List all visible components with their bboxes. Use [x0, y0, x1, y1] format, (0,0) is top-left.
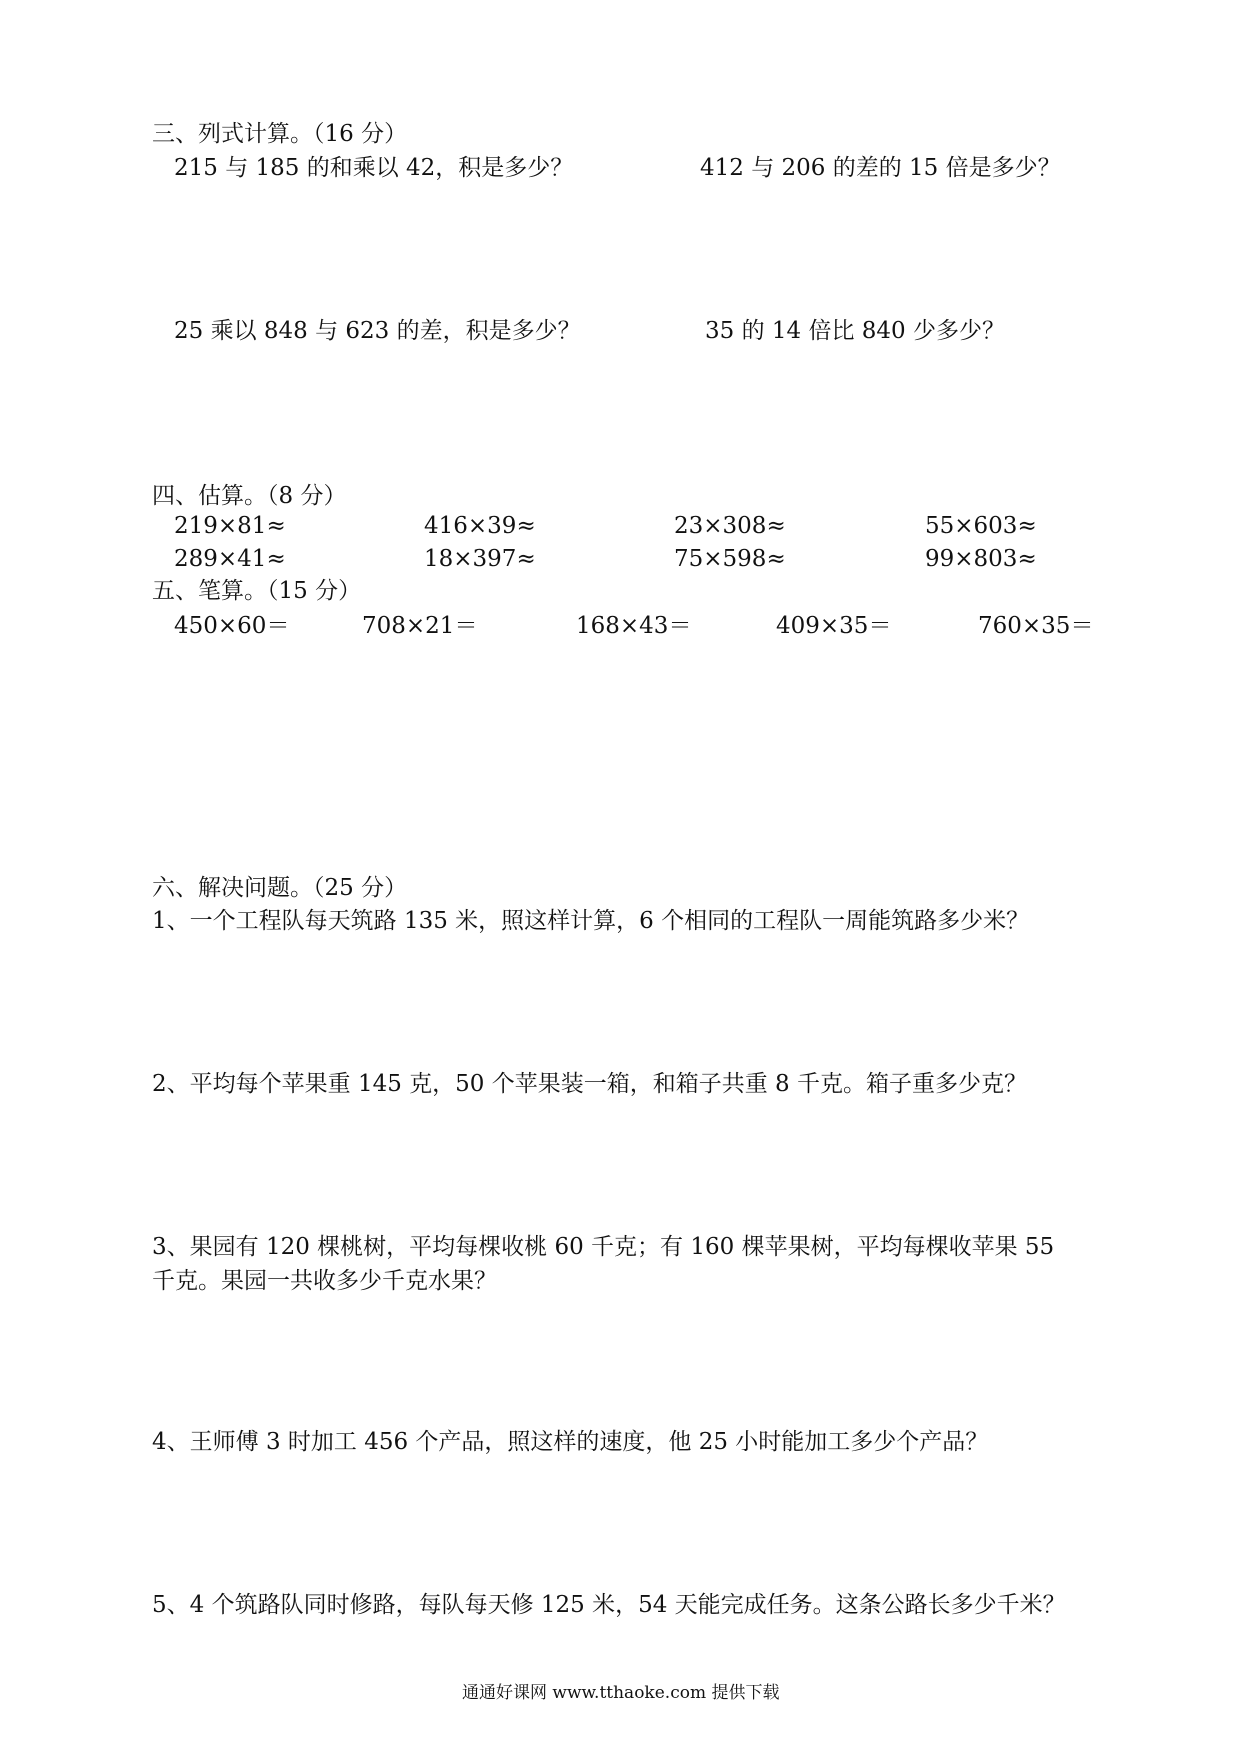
written-calc-item: 409×35＝: [776, 613, 892, 639]
written-calc-item: 760×35＝: [978, 613, 1094, 639]
word-problem-3: 3、果园有 120 棵桃树，平均每棵收桃 60 千克；有 160 棵苹果树，平均每棵收苹果 55: [152, 1234, 1055, 1260]
estimate-item: 75×598≈: [674, 546, 786, 572]
estimate-item: 416×39≈: [424, 513, 536, 539]
written-calc-item: 708×21＝: [362, 613, 478, 639]
word-problem-3-continued: 千克。果园一共收多少千克水果？: [152, 1268, 497, 1294]
estimate-item: 55×603≈: [925, 513, 1037, 539]
section3-heading: 三、列式计算。（16 分）: [152, 121, 408, 147]
written-calc-item: 450×60＝: [174, 613, 290, 639]
section3-problem-4: 35 的 14 倍比 840 少多少？: [705, 318, 1005, 344]
estimate-item: 99×803≈: [925, 546, 1037, 572]
section3-problem-3: 25 乘以 848 与 623 的差，积是多少？: [174, 318, 581, 344]
section5-heading: 五、笔算。（15 分）: [152, 578, 362, 604]
estimate-item: 18×397≈: [424, 546, 536, 572]
section3-problem-1: 215 与 185 的和乘以 42，积是多少？: [174, 155, 574, 181]
word-problem-4: 4、王师傅 3 时加工 456 个产品，照这样的速度，他 25 小时能加工多少个产品？: [152, 1429, 989, 1455]
section6-heading: 六、解决问题。（25 分）: [152, 875, 408, 901]
word-problem-2: 2、平均每个苹果重 145 克，50 个苹果装一箱，和箱子共重 8 千克。箱子重多少克？: [152, 1071, 1027, 1097]
footer-text: 通通好课网 www.tthaoke.com 提供下载: [462, 1683, 780, 1703]
word-problem-5: 5、4 个筑路队同时修路，每队每天修 125 米，54 天能完成任务。这条公路长多少千米？: [152, 1592, 1066, 1618]
section4-heading: 四、估算。（8 分）: [152, 483, 347, 509]
estimate-item: 219×81≈: [174, 513, 286, 539]
section3-problem-2: 412 与 206 的差的 15 倍是多少？: [700, 155, 1061, 181]
estimate-item: 289×41≈: [174, 546, 286, 572]
written-calc-item: 168×43＝: [576, 613, 692, 639]
word-problem-1: 1、一个工程队每天筑路 135 米，照这样计算，6 个相同的工程队一周能筑路多少米？: [152, 908, 1030, 934]
estimate-item: 23×308≈: [674, 513, 786, 539]
